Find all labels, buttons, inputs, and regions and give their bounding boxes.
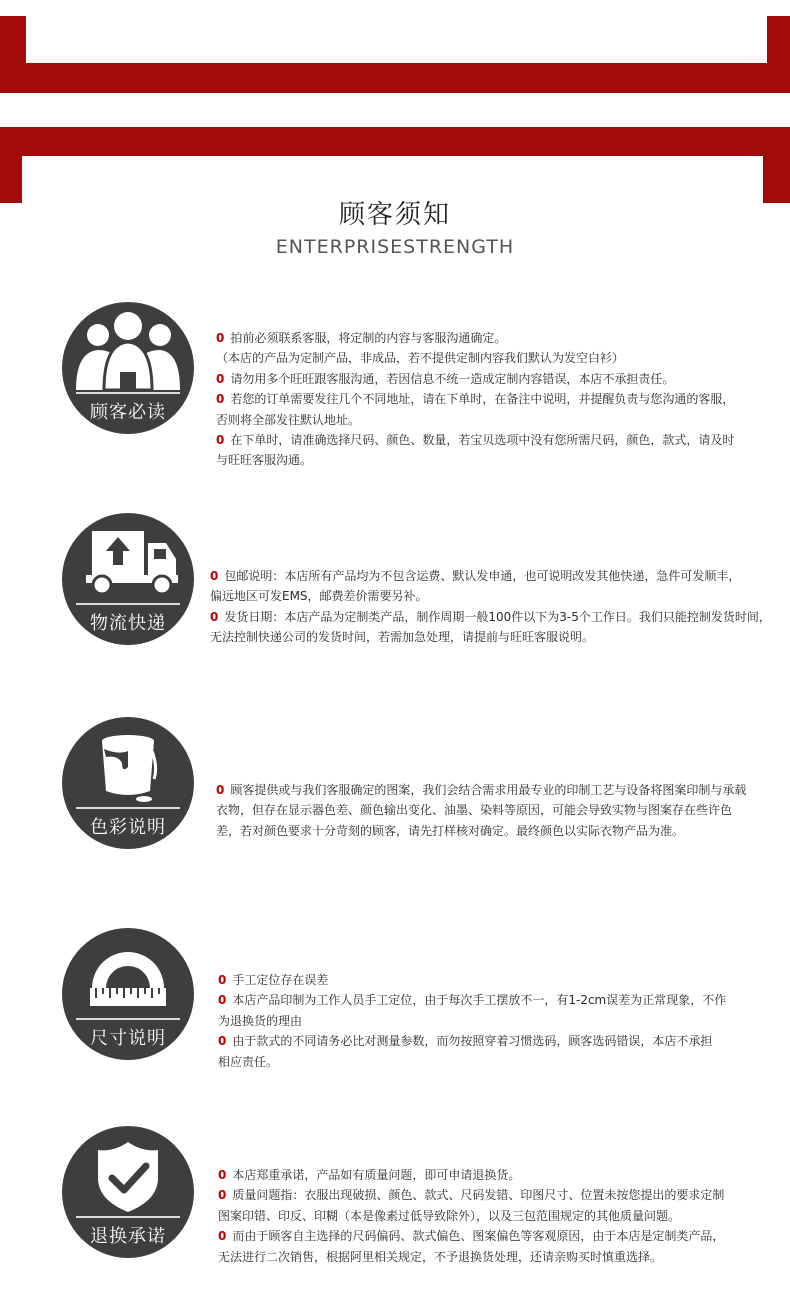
section-label: 物流快递	[90, 613, 166, 634]
line-text: 顾客提供或与我们客服确定的图案，我们会结合需求用最专业的印制工艺与设备将图案印制与承载	[230, 783, 747, 797]
text-line	[218, 1011, 726, 1031]
text-line	[216, 389, 734, 409]
section-label: 退换承诺	[90, 1226, 166, 1247]
line-text: 偏远地区可发EMS，邮费差价需要另补。	[210, 589, 428, 604]
text-line	[216, 821, 746, 841]
line-text: 图案印错、印反、印糊（本是像素过低导致除外），以及三包范围规定的其他质量问题。	[218, 1208, 681, 1223]
line-text: 而由于顾客自主选择的尺码偏码、款式偏色、图案偏色等客观原因，由于本店是定制类产品，	[232, 1229, 725, 1244]
line-text: 无法进行二次销售，根据阿里相关规定，不予退换货处理，还请亲购买时慎重选择。	[218, 1249, 663, 1264]
line-text: 相应责任。	[218, 1054, 279, 1069]
bullet-marker: 0	[218, 1188, 227, 1203]
text-line	[216, 369, 734, 389]
text-line	[218, 1031, 726, 1051]
section-badge	[62, 928, 194, 1060]
text-line	[216, 430, 734, 450]
section-text	[218, 970, 726, 1072]
text-line	[216, 800, 746, 820]
bullet-marker: 0	[216, 392, 225, 407]
text-line	[218, 1185, 724, 1205]
line-text: 无法控制快递公司的发货时间，若需加急处理，请提前与旺旺客服说明。	[210, 630, 595, 645]
section-text	[216, 328, 734, 471]
section-badge	[62, 513, 194, 645]
text-line	[216, 780, 746, 800]
section-badge	[62, 717, 194, 849]
badge-divider	[76, 1018, 180, 1020]
text-line	[216, 348, 734, 368]
text-line	[218, 970, 726, 990]
text-line	[218, 1247, 724, 1267]
text-line	[210, 566, 771, 586]
section-text	[210, 566, 771, 648]
section-badge	[62, 1126, 194, 1258]
section-text	[218, 1165, 724, 1267]
line-text: 发货日期：本店产品为定制类产品，制作周期一般100件以下为3-5个工作日。我们只能控制发货时间，	[224, 609, 771, 624]
line-text: 手工定位存在误差	[232, 973, 329, 987]
bullet-marker: 0	[216, 331, 225, 345]
line-text: 本店郑重承诺，产品如有质量问题，即可申请退换货。	[232, 1168, 521, 1182]
badge-divider	[76, 603, 180, 605]
bullet-marker: 0	[210, 569, 219, 583]
section-badge	[62, 302, 194, 434]
section-text	[216, 780, 746, 841]
top-band-inner	[26, 16, 767, 63]
line-text: 由于款式的不同请务必比对测量参数，而勿按照穿着习惯选码，顾客选码错误，本店不承担	[232, 1034, 713, 1049]
text-line	[218, 1052, 726, 1072]
bullet-marker: 0	[218, 993, 227, 1008]
badge-divider	[76, 1216, 180, 1218]
line-text: 质量问题指：衣服出现破损、颜色、款式、尺码发错、印图尺寸、位置未按您提出的要求定制	[232, 1188, 725, 1203]
text-line	[218, 990, 726, 1010]
line-text: 与旺旺客服沟通。	[216, 453, 313, 468]
line-text: 本店产品印制为工作人员手工定位，由于每次手工摆放不一，有1-2cm误差为正常现象，不作	[232, 993, 727, 1008]
bullet-marker: 0	[218, 973, 227, 987]
text-line	[210, 586, 771, 606]
bullet-marker: 0	[218, 1034, 227, 1049]
second-red-band	[0, 127, 790, 203]
section-label: 顾客必读	[90, 402, 166, 423]
line-text: 请勿用多个旺旺跟客服沟通，若因信息不统一造成定制内容错误，本店不承担责任。	[230, 371, 675, 386]
text-line	[216, 450, 734, 470]
line-text: 否则将全部发往默认地址。	[216, 412, 361, 427]
page-title: 顾客须知	[338, 200, 451, 230]
line-text: 包邮说明：本店所有产品均为不包含运费、默认发申通，也可说明改发其他快递，急件可发顺丰，	[224, 569, 741, 583]
bullet-marker: 0	[218, 1229, 227, 1244]
line-text: （本店的产品为定制产品，非成品，若不提供定制内容我们默认为发空白衫）	[216, 351, 625, 366]
line-text: 若您的订单需要发往几个不同地址，请在下单时，在备注中说明，并提醒负责与您沟通的客服，	[230, 392, 735, 407]
section-label: 尺寸说明	[90, 1028, 166, 1049]
page-subtitle: ENTERPRISESTRENGTH	[275, 236, 515, 258]
line-text: 为退换货的理由	[218, 1013, 303, 1028]
line-text: 差，若对颜色要求十分苛刻的顾客，请先打样核对确定。最终颜色以实际衣物产品为准。	[216, 823, 685, 838]
bullet-marker: 0	[216, 432, 225, 447]
section-label: 色彩说明	[90, 817, 166, 838]
text-line	[210, 627, 771, 647]
bullet-marker: 0	[218, 1168, 227, 1182]
text-line	[216, 328, 734, 348]
text-line	[218, 1165, 724, 1185]
text-line	[216, 410, 734, 430]
top-red-band	[0, 16, 790, 93]
text-line	[218, 1206, 724, 1226]
line-text: 衣物，但存在显示器色差、颜色输出变化、油墨、染料等原因，可能会导致实物与图案存在些许色	[216, 803, 733, 818]
text-line	[218, 1226, 724, 1246]
bullet-marker: 0	[210, 609, 219, 624]
bullet-marker: 0	[216, 783, 225, 797]
badge-divider	[76, 392, 180, 394]
badge-divider	[76, 807, 180, 809]
bullet-marker: 0	[216, 371, 225, 386]
text-line	[210, 607, 771, 627]
line-text: 拍前必须联系客服，将定制的内容与客服沟通确定。	[230, 331, 507, 345]
line-text: 在下单时，请准确选择尺码、颜色、数量，若宝贝选项中没有您所需尺码，颜色，款式，请及时	[230, 432, 735, 447]
